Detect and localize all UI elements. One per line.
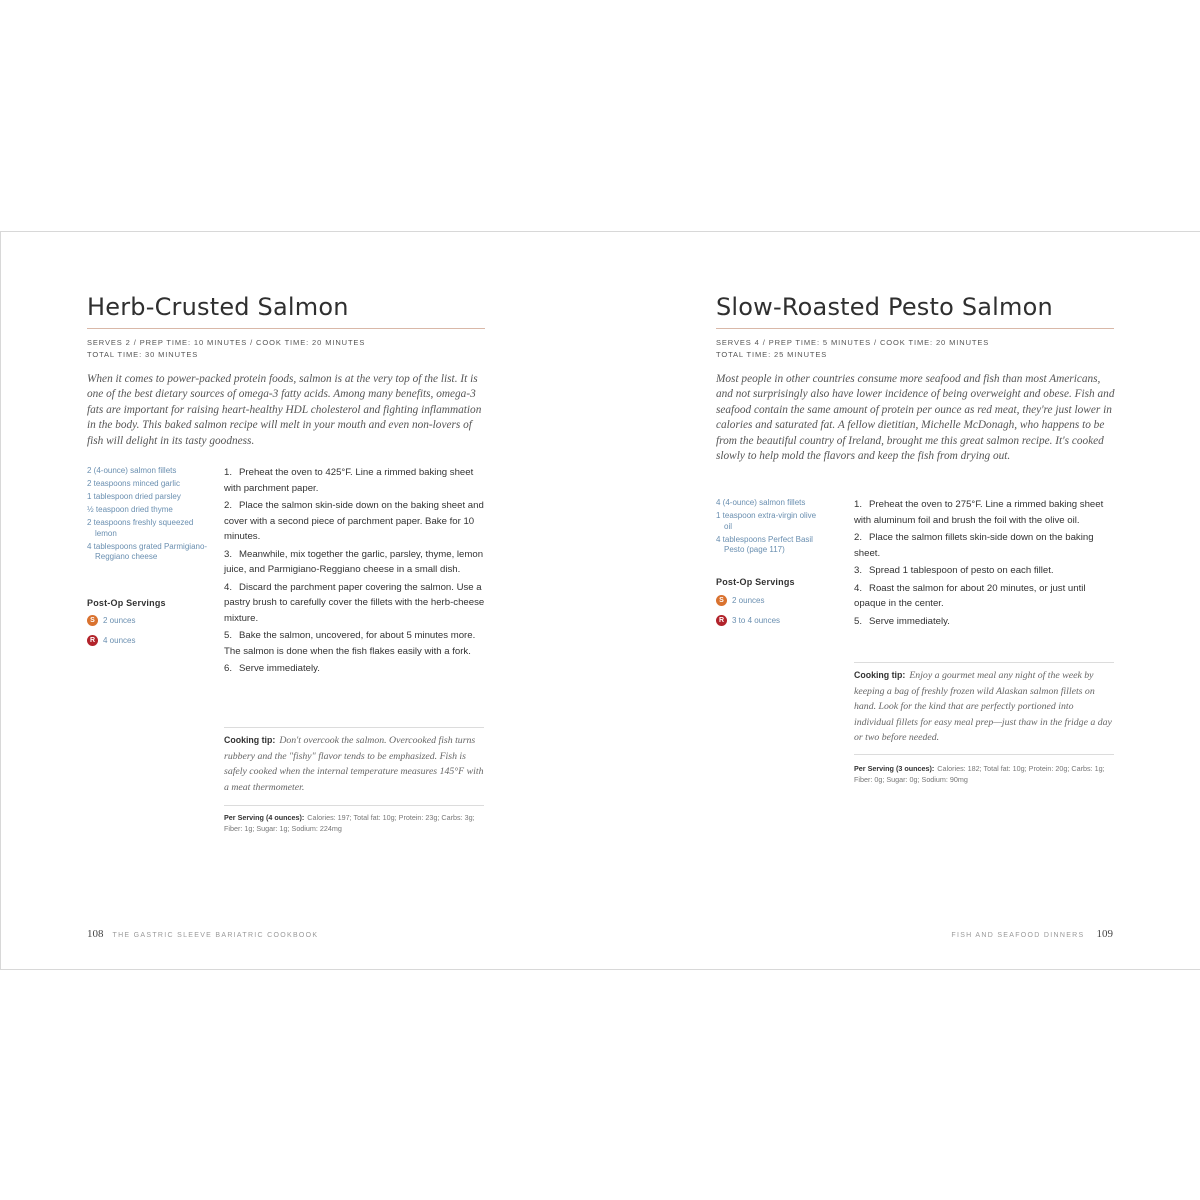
meta-line-2: TOTAL TIME: 30 MINUTES	[87, 350, 199, 359]
step-number: 5.	[224, 630, 233, 641]
nutrition-divider	[854, 754, 1114, 755]
step-item	[224, 498, 486, 545]
running-head: THE GASTRIC SLEEVE BARIATRIC COOKBOOK	[112, 932, 319, 939]
title-rule	[716, 328, 1114, 329]
ingredient-item: 4 tablespoons grated Parmigiano-Reggiano cheese	[87, 541, 208, 562]
ingredient-item: 2 teaspoons minced garlic	[87, 479, 180, 489]
step-text: Meanwhile, mix together the garlic, parsley, thyme, lemon juice, and Parmigiano-Reggiano cheese in a small dish.	[224, 548, 484, 575]
running-head: FISH AND SEAFOOD DINNERS	[951, 932, 1085, 939]
post-op-serving-regular	[87, 635, 135, 646]
meta-line-1: SERVES 2 / PREP TIME: 10 MINUTES / COOK TIME: 20 MINUTES	[87, 338, 366, 347]
step-number: 4.	[224, 581, 233, 593]
serving-amount: 2 ounces	[732, 596, 765, 605]
tip-text: Enjoy a gourmet meal any night of the week by keeping a bag of freshly frozen wild Alaskan salmon fillets on hand. Look for the kind that are perfectly portioned into individual fillets for easy meal prep—just thaw in the fridge a day or two before needed.	[854, 670, 1112, 744]
tip-divider	[854, 662, 1114, 663]
step-text: Preheat the oven to 425°F. Line a rimmed baking sheet with parchment paper.	[224, 467, 474, 494]
step-text: Serve immediately.	[239, 663, 320, 674]
step-number: 1.	[854, 499, 863, 510]
serving-amount: 2 ounces	[103, 616, 136, 625]
page-number: 108	[87, 928, 104, 940]
step-number: 4.	[854, 582, 863, 594]
step-item	[854, 530, 1116, 561]
ingredient-item: 2 (4-ounce) salmon fillets	[87, 466, 177, 475]
step-item	[224, 628, 486, 659]
ingredient-list	[716, 498, 824, 558]
nutrition-label: Per Serving (4 ounces):	[224, 813, 305, 822]
ingredient-item: 1 teaspoon extra-virgin olive oil	[716, 511, 817, 531]
right-page	[601, 232, 1200, 969]
ingredient-item: 2 teaspoons freshly squeezed lemon	[87, 518, 194, 538]
serving-amount: 4 ounces	[103, 636, 136, 645]
post-op-serving-sleeve	[716, 595, 764, 606]
nutrition-text: Calories: 182; Total fat: 10g; Protein: 20g; Carbs: 1g; Fiber: 0g; Sugar: 0g; Sodium: 90mg	[854, 764, 1105, 784]
post-op-serving-regular	[716, 615, 780, 626]
step-number: 3.	[224, 548, 233, 560]
step-text: Place the salmon skin-side down on the baking sheet and cover with a second piece of parchment paper. Bake for 10 minutes.	[224, 500, 484, 542]
title-rule	[87, 328, 485, 329]
sleeve-badge-icon: S	[716, 595, 727, 606]
ingredient-item: 4 tablespoons Perfect Basil Pesto (page 117)	[716, 534, 813, 555]
step-text: Place the salmon fillets skin-side down on the baking sheet.	[854, 532, 1094, 559]
step-number: 2.	[224, 500, 233, 511]
recipe-intro: Most people in other countries consume more seafood and fish than most Americans, and not surprisingly also have lower incidence of being overweight and obese. Fish and seafood contain the same amount of protein per ounce as red meat, they're just lower in calories and saturated fat. A fellow dietitian, Michelle McDonagh, who happens to be from the beautiful country of Ireland, brought me this great salmon recipe. It's cooked slowly to help mold the flavors and keep the fish from drying out.	[716, 373, 1115, 463]
page-footer	[951, 928, 1113, 940]
recipe-intro: When it comes to power-packed protein foods, salmon is at the very top of the list. It is one of the best dietary sources of omega-3 fatty acids. Among many benefits, omega-3 fats are important for raising heart-healthy HDL cholesterol and fighting inflammation in the body. This baked salmon recipe will melt in your mouth and even non-lovers of fish will delight in its tasty goodness.	[87, 373, 482, 447]
step-number: 6.	[224, 663, 233, 674]
step-number: 5.	[854, 615, 863, 627]
recipe-meta	[716, 337, 1116, 361]
step-item	[854, 563, 1116, 579]
recipe-title: Slow-Roasted Pesto Salmon	[716, 293, 1053, 321]
instruction-steps	[854, 497, 1116, 631]
step-item	[224, 661, 486, 677]
nutrition-info	[224, 813, 484, 834]
tip-label: Cooking tip:	[854, 670, 906, 680]
book-spread	[0, 231, 1200, 970]
regular-badge-icon: R	[87, 635, 98, 646]
serving-amount: 3 to 4 ounces	[732, 616, 781, 625]
step-text: Roast the salmon for about 20 minutes, or just until opaque in the center.	[854, 582, 1086, 609]
meta-line-2: TOTAL TIME: 25 MINUTES	[716, 350, 828, 359]
step-item	[854, 581, 1116, 612]
post-op-serving-sleeve	[87, 615, 135, 626]
recipe-title: Herb-Crusted Salmon	[87, 293, 349, 321]
nutrition-info	[854, 764, 1114, 785]
post-op-heading: Post-Op Servings	[87, 598, 166, 608]
tip-text: Don't overcook the salmon. Overcooked fish turns rubbery and the "fishy" flavor tends to be emphasized. Fish is safely cooked when the internal temperature measures 145°F with a meat thermometer.	[224, 735, 484, 793]
step-text: Bake the salmon, uncovered, for about 5 minutes more. The salmon is done when the fish flakes easily with a fork.	[224, 630, 476, 657]
step-text: Preheat the oven to 275°F. Line a rimmed baking sheet with aluminum foil and brush the foil with the olive oil.	[854, 499, 1104, 526]
instruction-steps	[224, 465, 486, 679]
tip-label: Cooking tip:	[224, 735, 276, 745]
tip-divider	[224, 727, 484, 728]
regular-badge-icon: R	[716, 615, 727, 626]
cooking-tip	[854, 668, 1114, 746]
nutrition-divider	[224, 805, 484, 806]
nutrition-text: Calories: 197; Total fat: 10g; Protein: 23g; Carbs: 3g; Fiber: 1g; Sugar: 1g; Sodium: 224mg	[224, 813, 475, 833]
ingredient-item: 1 tablespoon dried parsley	[87, 492, 181, 502]
step-text: Discard the parchment paper covering the salmon. Use a pastry brush to carefully cover the fillets with the herb-cheese mixture.	[224, 581, 485, 624]
step-text: Spread 1 tablespoon of pesto on each fillet.	[869, 565, 1054, 576]
sleeve-badge-icon: S	[87, 615, 98, 626]
nutrition-label: Per Serving (3 ounces):	[854, 764, 935, 773]
meta-line-1: SERVES 4 / PREP TIME: 5 MINUTES / COOK TIME: 20 MINUTES	[716, 338, 990, 347]
left-page	[1, 232, 601, 969]
step-item	[224, 465, 486, 496]
post-op-heading: Post-Op Servings	[716, 577, 795, 587]
step-text: Serve immediately.	[869, 615, 950, 627]
recipe-meta	[87, 337, 487, 361]
ingredient-item: ½ teaspoon dried thyme	[87, 505, 173, 515]
cooking-tip	[224, 733, 484, 795]
step-item	[224, 580, 486, 627]
step-number: 3.	[854, 565, 863, 576]
step-item	[854, 497, 1116, 528]
ingredient-item: 4 (4-ounce) salmon fillets	[716, 498, 806, 507]
page-number: 109	[1096, 928, 1113, 940]
page-footer	[87, 928, 318, 940]
ingredient-list	[87, 466, 211, 566]
step-number: 1.	[224, 467, 233, 478]
step-item	[854, 614, 1116, 630]
step-item	[224, 547, 486, 578]
step-number: 2.	[854, 532, 863, 543]
